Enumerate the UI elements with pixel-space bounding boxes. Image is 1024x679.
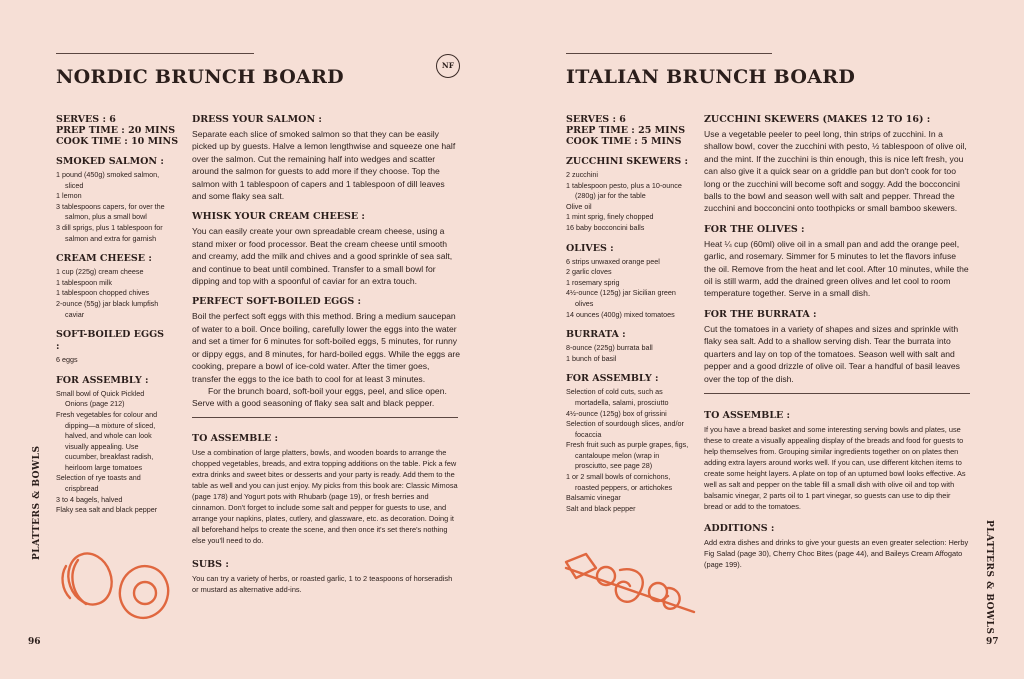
ingredient: 1 tablespoon chopped chives [56,288,150,298]
section-text: For the brunch board, soft-boil your eggs, peel, and slice open. Serve with a good seasoning of flaky sea salt and black pepper. [192,385,447,409]
method-column [704,114,970,385]
ingredient: Small bowl of Quick Pickled Onions (page 212) [56,388,145,409]
method-section [192,114,460,202]
ingredient: Selection of sourdough slices, and/or focaccia [566,419,684,439]
section-text: Heat ¼ cup (60ml) olive oil in a small pan and add the orange peel, garlic, and rosemary. Simmer for 5 minutes to let the flavors infuse the oil. Remove from the heat and let cool. After 10 minutes, while the oil is still warm, add the drained green olives and let cool to room temperature together. Serve in a small dish. [704,238,969,299]
ingredient: 16 baby bocconcini balls [566,222,645,232]
ingredient: Flaky sea salt and black pepper [56,505,158,515]
ingredient: Selection of rye toasts and crispbread [56,473,141,494]
ingredients-column [566,156,690,514]
ingredient: 14 ounces (400g) mixed tomatoes [566,309,675,319]
section-heading: ZUCCHINI SKEWERS (MAKES 12 TO 16) : [704,114,931,125]
ingredient: 3 tablespoons capers, for over the salmon, plus a small bowl [56,201,165,222]
group-heading: SMOKED SALMON : [56,156,164,167]
subs-section [192,559,458,595]
group-heading: BURRATA : [566,329,626,341]
section-heading: DRESS YOUR SALMON : [192,114,322,125]
group-heading: FOR ASSEMBLY : [566,373,659,385]
cook-time: COOK TIME : 10 MINS [56,136,179,147]
method-section [704,309,970,385]
section-text: Use a vegetable peeler to peel long, thin strips of zucchini. In a shallow bowl, cover the zucchini with pesto, ½ tablespoon of olive oil, and the mint. If the zucchini is thin enough, this is nice left fresh, you can also give it a quick sear on a griddle pan but don't cook for too long or the zucchini will become soft and soggy. Add the bocconcini balls to the bowl and season well with salt and pepper. Thread the zucchini and bocconcini onto toothpicks or small bamboo skewers. [704,129,967,214]
section-text: Separate each slice of smoked salmon so that they can be easily picked up by guests. Halve a lemon lengthwise and squeeze one half over the salmon. Cut the remaining half into wedges and scatter around the salmon for guests to add more if they choose. Top the salmon with 1 tablespoon of capers and 1 tablespoon of dill leaves and some flaky sea salt. [192,129,456,202]
ingredient: 1 mint sprig, finely chopped [566,212,654,222]
ingredient-group [566,373,690,514]
ingredient: 4½-ounce (125g) box of grissini [566,408,667,418]
ingredient: Olive oil [566,201,592,211]
ingredient-group [56,253,168,320]
section-text: If you have a bread basket and some interesting serving bowls and plates, use these to create a visually appealing display of the breads and food for guests to help themselves from. Grouping similar ingredients together on on plates then adding extra layers around works well. If you can, use different kitchen items to create some height layers. A plate on top of an upturned bowl looks effective. As well as salt and pepper on the table fill a small dish with olive oil and top with balsamic vinegar, 2 parts oil to 1 part vinegar, so guests can use to dip their bread or add to the tomatoes. [704,425,966,511]
eggs-illustration [60,546,172,624]
section-heading: WHISK YOUR CREAM CHEESE : [192,211,365,223]
ingredient-group [566,329,690,364]
ingredient: 1 or 2 small bowls of cornichons, roasted peppers, or artichokes [566,472,673,492]
ingredient: Salt and black pepper [566,503,636,513]
section-divider [192,417,458,418]
ingredient-group [56,375,168,516]
ingredient: 6 strips unwaxed orange peel [566,256,660,266]
ingredient: 8-ounce (225g) burrata ball [566,343,653,353]
group-heading: OLIVES : [566,242,614,254]
assemble-section [192,433,458,546]
assemble-section [704,410,970,512]
group-heading: ZUCCHINI SKEWERS : [566,156,689,167]
ingredient: 3 dill sprigs, plus 1 tablespoon for salmon and extra for garnish [56,222,163,243]
page-number: 97 [986,637,999,647]
page-title: ITALIAN BRUNCH BOARD [566,66,856,88]
serves: SERVES : 6 [566,114,626,125]
section-heading: PERFECT SOFT-BOILED EGGS : [192,296,362,308]
method-column [192,114,460,410]
section-heading: TO ASSEMBLE : [192,433,279,444]
prep-time: PREP TIME : 20 MINS [56,125,176,136]
ingredient: 3 to 4 bagels, halved [56,494,123,504]
method-section [192,296,460,409]
ingredient: 4½-ounce (125g) jar Sicilian green olives [566,288,676,308]
ingredient: Selection of cold cuts, such as mortadella, salami, prosciutto [566,387,669,407]
ingredient: 1 lemon [56,191,82,201]
section-heading: FOR THE OLIVES : [704,223,805,235]
group-heading: FOR ASSEMBLY : [56,374,149,386]
ingredient-group [566,243,690,321]
section-heading: TO ASSEMBLE : [704,410,791,421]
recipe-meta [566,114,696,147]
group-heading: CREAM CHEESE : [56,253,152,265]
serves: SERVES : 6 [56,114,116,125]
method-section [192,211,460,287]
ingredient: Balsamic vinegar [566,493,621,503]
nf-badge: NF [436,54,460,78]
top-rule [566,53,772,54]
ingredient: 1 tablespoon pesto, plus a 10-ounce (280g) jar for the table [566,180,682,201]
cook-time: COOK TIME : 5 MINS [566,136,682,147]
section-text: Use a combination of large platters, bowls, and wooden boards to arrange the chopped vegetables, breads, and extra topping additions on the table. Pick a few extra drinks and sweet bites or desserts and your party is ready. Add them to the table as well and you can just enjoy. My picks from this book are: Classic Mimosa (page 178) and Yogurt pots with Rhubarb (page 19), or fresh berries and cinnamon. Don't forget to include some salt and pepper for guests to use, and arrange your napkins, plates, cutlery, and glassware, etc. as decoration. Doing it all beforehand helps to create the scene, and then once it's set there's nothing else you'll need to do. [192,448,458,545]
group-heading: SOFT-BOILED EGGS : [56,329,165,353]
side-label: PLATTERS & BOWLS [984,520,994,635]
method-section [704,224,970,300]
ingredient: 2 zucchini [566,170,598,179]
recipe-meta [56,114,186,147]
ingredient: 1 rosemary sprig [566,277,620,287]
ingredient: 2 garlic cloves [566,267,612,277]
section-divider [704,393,970,394]
prep-time: PREP TIME : 25 MINS [566,125,686,136]
section-heading: FOR THE BURRATA : [704,308,817,320]
section-text: Boil the perfect soft eggs with this method. Bring a medium saucepan of water to a boil. Once boiling, carefully lower the eggs into the water and set a timer for 6 minutes for soft-boiled eggs, 5 minutes, for runny or dippy eggs, and 8 minutes, for hard-boiled eggs. While the eggs are cooking, prepare a bowl of ice-cold water. After the timer goes, transfer the eggs to the ice bath to cool for at least 3 minutes. [192,311,460,384]
ingredient: Fresh fruit such as purple grapes, figs, cantaloupe melon (wrap in prosciutto, see page 28) [566,440,689,471]
ingredient: 6 eggs [56,355,78,365]
skewer-illustration [562,548,702,620]
method-section [704,114,970,215]
ingredient-group [566,156,690,234]
ingredient: 1 pound (450g) smoked salmon, sliced [56,170,160,190]
section-heading: SUBS : [192,559,229,570]
section-text: You can easily create your own spreadable cream cheese, using a stand mixer or food processor. Beat the cream cheese until smooth and creamy, add the milk and chives and a good sprinkle of sea salt, and continue to beat until combined. Transfer to a small bowl for dipping and top with a spoonful of caviar for an extra touch. [192,226,453,287]
section-text: Add extra dishes and drinks to give your guests an even greater selection: Herby Fig Salad (page 30), Cherry Choc Bites (page 44), and Baileys Cream Affogato (page 199). [704,538,969,569]
section-heading: ADDITIONS : [704,523,775,534]
ingredient-group [56,329,168,366]
ingredient-group [56,156,168,244]
section-text: Cut the tomatoes in a variety of shapes and sizes and sprinkle with flaky sea salt. Add to a shallow serving dish. Tear the burrata into quarters and lay on top of the tomatoes. Season well with salt and pepper and a good drizzle of olive oil. Tear a handful of basil leaves over the top of the dish. [704,323,960,384]
additions-section [704,523,970,570]
ingredient: Fresh vegetables for colour and dipping—a mixture of sliced, halved, and whole can look visually appealing. Use cucumber, breakfast radish, heirloom large tomatoes [56,409,158,472]
page-title: NORDIC BRUNCH BOARD [56,66,344,88]
ingredient: 1 cup (225g) cream cheese [56,267,144,277]
ingredient: 1 tablespoon milk [56,277,112,287]
ingredient: 1 bunch of basil [566,353,617,363]
section-text: You can try a variety of herbs, or roasted garlic, 1 to 2 teaspoons of horseradish or mustard as alternative add-ins. [192,574,453,594]
ingredient: 2-ounce (55g) jar black lumpfish caviar [56,298,159,319]
ingredients-column [56,156,168,516]
side-label: PLATTERS & BOWLS [32,445,42,560]
top-rule [56,53,254,54]
page-number: 96 [28,637,41,647]
